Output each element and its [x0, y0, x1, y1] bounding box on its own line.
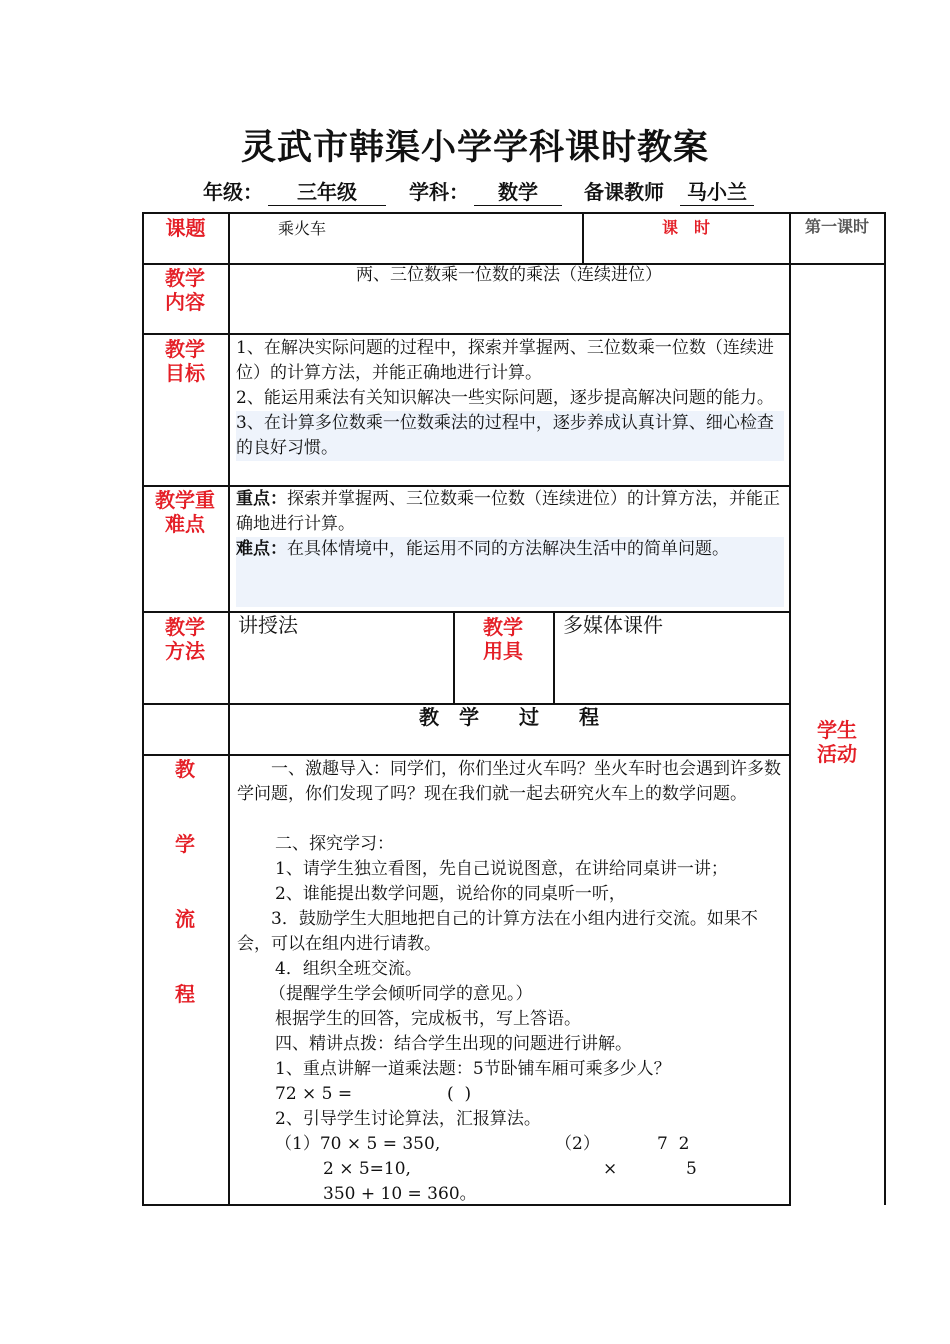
vertical-calc-top: 7 2 — [657, 1134, 690, 1154]
flow-paragraph: 3．鼓励学生大胆地把自己的计算方法在小组内进行交流。如果不会，可以在组内进行请教。 — [237, 909, 758, 954]
teacher-field — [680, 176, 754, 206]
page-title: 灵武市韩渠小学学科课时教案 — [240, 127, 709, 168]
tools-value: 多媒体课件 — [563, 613, 663, 637]
flow-line: 2、引导学生讨论算法，汇报算法。 — [275, 1109, 541, 1129]
key-point-text: 探索并掌握两、三位数乘一位数（连续进位）的计算方法，并能正确地进行计算。 — [236, 489, 780, 534]
process-header: 教 学 过 程 — [419, 705, 599, 729]
flow-method-1: （1）70 × 5 = 350, — [275, 1134, 441, 1154]
key-point-label: 重点： — [236, 489, 287, 509]
table-border-right — [884, 212, 886, 1205]
vertical-calc-bottom: 5 — [686, 1159, 697, 1179]
table-border-top — [142, 212, 886, 214]
table-col-divider — [453, 611, 455, 704]
goal-item: 2、能运用乘法有关知识解决一些实际问题，逐步提高解决问题的能力。 — [236, 388, 774, 408]
key-label: 教学重难点 — [155, 488, 215, 536]
topic-value: 乘火车 — [278, 219, 327, 238]
vertical-calc-times: × — [603, 1159, 618, 1179]
flow-line: （提醒学生学会倾听同学的意见。） — [269, 984, 533, 1004]
goal-item: 3、在计算多位数乘一位数乘法的过程中，逐步养成认真计算、细心检查的良好习惯。 — [236, 411, 784, 461]
tools-label: 教学用具 — [483, 615, 523, 663]
content-value: 两、三位数乘一位数的乘法（连续进位） — [356, 265, 662, 285]
flow-answer-blank: ( ) — [447, 1084, 472, 1104]
subject-field — [474, 176, 562, 206]
flow-line: 2、谁能提出数学问题，说给你的同桌听一听， — [275, 884, 626, 904]
student-activity-label: 学生活动 — [817, 718, 857, 766]
table-col-divider — [789, 212, 791, 1205]
flow-line: 四、精讲点拨：结合学生出现的问题进行讲解。 — [275, 1034, 632, 1054]
method-label: 教学方法 — [165, 615, 205, 663]
flow-paragraph: 一、激趣导入：同学们，你们坐过火车吗？坐火车时也会遇到许多数学问题，你们发现了吗？现在我们就一起去研究火车上的数学问题。 — [237, 759, 781, 804]
teacher-label: 备课教师 — [584, 180, 664, 204]
goal-item: 1、在解决实际问题的过程中，探索并掌握两、三位数乘一位数（连续进位）的计算方法，并能正确地进行计算。 — [236, 338, 774, 383]
flow-method-1-step: 2 × 5=10, — [323, 1159, 411, 1179]
goal-label: 教学目标 — [165, 337, 205, 385]
goal-list — [236, 336, 784, 461]
flow-line: 1、重点讲解一道乘法题：5节卧铺车厢可乘多少人？ — [275, 1059, 671, 1079]
content-label: 教学内容 — [165, 266, 205, 314]
flow-label-char: 流 — [175, 907, 195, 931]
table-border-left — [142, 212, 144, 1205]
difficulty-label: 难点： — [236, 539, 287, 559]
grade-label: 年级： — [203, 180, 263, 204]
flow-line: 二、探究学习： — [275, 834, 394, 854]
flow-line: 根据学生的回答，完成板书，写上答语。 — [275, 1009, 581, 1029]
flow-label-char: 学 — [175, 832, 195, 856]
subject-label: 学科： — [409, 180, 469, 204]
table-col-divider — [553, 611, 555, 704]
flow-method-2: （2） — [555, 1134, 600, 1154]
table-row-divider — [142, 333, 791, 335]
flow-equation: 72 × 5 = — [275, 1084, 353, 1104]
difficulty-text: 在具体情境中，能运用不同的方法解决生活中的简单问题。 — [287, 539, 729, 559]
key-points — [236, 487, 784, 607]
flow-method-1-result: 350 + 10 = 360。 — [323, 1184, 477, 1204]
grade-field — [268, 176, 386, 206]
table-row-divider — [142, 754, 791, 756]
grade-value: 三年级 — [268, 176, 386, 206]
period-value: 第一课时 — [804, 217, 869, 236]
flow-line: 4．组织全班交流。 — [275, 959, 422, 979]
period-label: 课 时 — [661, 218, 710, 237]
flow-label-char: 程 — [175, 982, 195, 1006]
flow-line: 1、请学生独立看图，先自己说说图意，在讲给同桌讲一讲； — [275, 859, 728, 879]
teacher-value: 马小兰 — [680, 176, 754, 206]
topic-label: 课题 — [165, 216, 206, 240]
flow-label-char: 教 — [175, 757, 195, 781]
method-value: 讲授法 — [238, 613, 298, 637]
subject-value: 数学 — [474, 176, 562, 206]
